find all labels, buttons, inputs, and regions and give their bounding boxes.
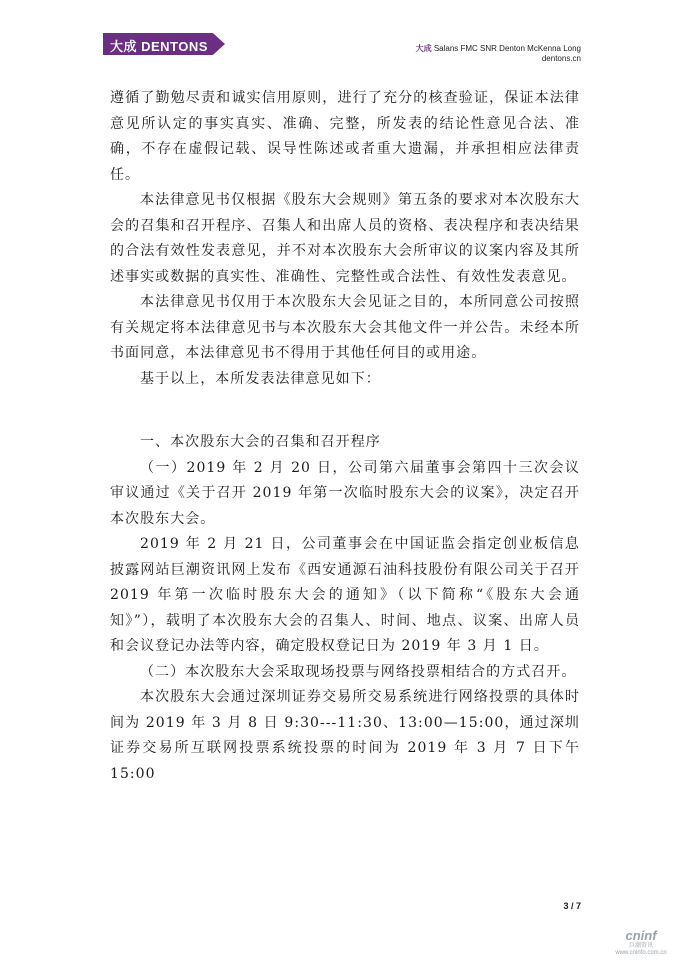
- paragraph: 本次股东大会通过深圳证券交易所交易系统进行网络投票的具体时间为 2019 年 3 月 8 日 9:30---11:30、13:00—15:00，通过深圳证券交易所互联网投票系统投票的时间为 2019 年 3 月 7 日下午 15:00: [110, 689, 580, 782]
- firm-cn: 大成: [415, 44, 432, 53]
- paragraph: （二）本次股东大会采取现场投票与网络投票相结合的方式召开。: [140, 663, 577, 680]
- paragraph: 本法律意见书仅用于本次股东大会见证之目的，本所同意公司按照有关规定将本法律意见书与本次股东大会其他文件一并公告。未经本所书面同意，本法律意见书不得用于其他任何目的或用途。: [110, 294, 580, 361]
- firm-website: dentons.cn: [541, 54, 581, 63]
- paragraph: 本法律意见书仅根据《股东大会规则》第五条的要求对本次股东大会的召集和召开程序、召集人和出席人员的资格、表决程序和表决结果的合法有效性发表意见，并不对本次股东大会所审议的议案内容及其所述事实或数据的真实性、准确性、完整性或合法性、有效性发表意见。: [110, 192, 580, 285]
- paragraph: 2019 年 2 月 21 日，公司董事会在中国证监会指定创业板信息披露网站巨潮资讯网上发布《西安通源石油科技股份有限公司关于召开 2019 年第一次临时股东大会的通知》（以下简称“《股东大会通知》”），载明了本次股东大会的召集人、时间、地点、议案、出席人员和会议登记办法等内容，确定股权登记日为 2019 年 3 月 1 日。: [110, 536, 580, 654]
- dentons-logo: 大成 DENTONS: [110, 39, 208, 54]
- firm-en: Salans FMC SNR Denton McKenna Long: [433, 44, 581, 53]
- section-heading: 一、本次股东大会的召集和召开程序: [140, 434, 381, 450]
- page-number: 3 / 7: [563, 901, 581, 911]
- document-body: [110, 86, 580, 787]
- cninfo-watermark: [610, 929, 672, 957]
- firm-name-line: [416, 44, 581, 54]
- paragraph: 遵循了勤勉尽责和诚实信用原则，进行了充分的核查验证，保证本法律意见所认定的事实真实、准确、完整，所发表的结论性意见合法、准确，不存在虚假记载、误导性陈述或者重大遗漏，并承担相应法律责任。: [110, 90, 580, 183]
- cninfo-logo: cninf: [625, 928, 657, 943]
- firm-info: [416, 44, 581, 64]
- paragraph: 基于以上，本所发表法律意见如下：: [140, 370, 381, 387]
- cninfo-subtitle: 巨潮资讯: [628, 943, 653, 949]
- cninfo-url: www.cninfo.com.cn: [615, 950, 667, 956]
- paragraph: （一）2019 年 2 月 20 日，公司第六届董事会第四十三次会议审议通过《关于召开 2019 年第一次临时股东大会的议案》，决定召开本次股东大会。: [110, 459, 580, 527]
